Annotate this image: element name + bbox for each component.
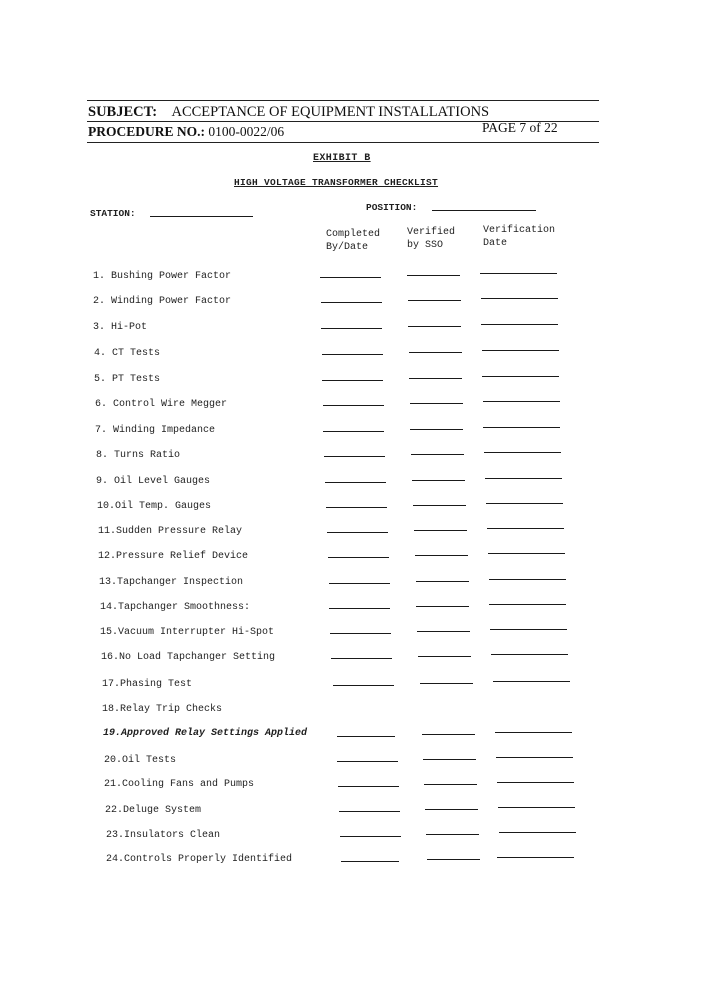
verified-field[interactable] <box>409 378 462 379</box>
verified-field[interactable] <box>414 530 467 531</box>
verification-date-field[interactable] <box>484 452 561 453</box>
checklist-item-13: 13.Tapchanger Inspection <box>99 577 244 588</box>
procedure-label: PROCEDURE NO.: <box>88 124 205 139</box>
verification-date-field[interactable] <box>481 324 558 325</box>
column-header-completed: Completed By/Date <box>326 229 381 253</box>
completed-field[interactable] <box>321 328 382 329</box>
verified-field[interactable] <box>408 300 461 301</box>
completed-field[interactable] <box>337 736 395 737</box>
checklist-item-23: 23.Insulators Clean <box>106 830 221 841</box>
checklist-item-6: 6. Control Wire Megger <box>95 399 228 410</box>
column-header-verification-date: Verification Date <box>483 225 556 249</box>
procedure-line <box>88 124 284 140</box>
procedure-value: 0100-0022/06 <box>208 124 285 139</box>
verification-date-field[interactable] <box>481 298 558 299</box>
verified-field[interactable] <box>416 606 469 607</box>
completed-field[interactable] <box>320 277 381 278</box>
checklist-item-16: 16.No Load Tapchanger Setting <box>101 652 276 663</box>
column-header-verified: Verified by SSO <box>407 227 456 251</box>
verified-field[interactable] <box>423 759 476 760</box>
completed-field[interactable] <box>328 557 389 558</box>
completed-field[interactable] <box>340 836 401 837</box>
checklist-item-18: 18.Relay Trip Checks <box>102 704 223 715</box>
verification-date-field[interactable] <box>482 376 559 377</box>
checklist-item-7: 7. Winding Impedance <box>95 425 216 436</box>
verification-date-field[interactable] <box>489 604 566 605</box>
completed-field[interactable] <box>325 482 386 483</box>
verification-date-field[interactable] <box>495 732 572 733</box>
verified-field[interactable] <box>411 454 464 455</box>
verified-field[interactable] <box>420 683 473 684</box>
verification-date-field[interactable] <box>497 857 574 858</box>
verification-date-field[interactable] <box>493 681 570 682</box>
checklist-item-10: 10.Oil Temp. Gauges <box>97 501 212 512</box>
position-field[interactable] <box>432 210 536 211</box>
header-top-rule <box>87 100 599 101</box>
completed-field[interactable] <box>323 431 384 432</box>
header-bottom-rule <box>87 142 599 143</box>
checklist-item-12: 12.Pressure Relief Device <box>98 551 249 562</box>
verified-field[interactable] <box>415 555 468 556</box>
verified-field[interactable] <box>417 631 470 632</box>
checklist-item-14: 14.Tapchanger Smoothness: <box>100 602 251 613</box>
verified-field[interactable] <box>413 505 466 506</box>
checklist-item-4: 4. CT Tests <box>94 348 161 359</box>
verification-date-field[interactable] <box>488 553 565 554</box>
verification-date-field[interactable] <box>482 350 559 351</box>
completed-field[interactable] <box>324 456 385 457</box>
completed-field[interactable] <box>326 507 387 508</box>
verified-field[interactable] <box>407 275 460 276</box>
page-number: PAGE 7 of 22 <box>482 120 558 135</box>
checklist-item-3: 3. Hi-Pot <box>93 322 148 333</box>
completed-field[interactable] <box>329 608 390 609</box>
checklist-item-20: 20.Oil Tests <box>104 755 177 766</box>
verified-field[interactable] <box>408 326 461 327</box>
verified-field[interactable] <box>424 784 477 785</box>
verification-date-field[interactable] <box>483 401 560 402</box>
verified-field[interactable] <box>410 429 463 430</box>
checklist-item-19: 19.Approved Relay Settings Applied <box>103 728 308 739</box>
completed-field[interactable] <box>331 658 392 659</box>
checklist-item-8: 8. Turns Ratio <box>96 450 181 461</box>
verification-date-field[interactable] <box>497 782 574 783</box>
subject-value: ACCEPTANCE OF EQUIPMENT INSTALLATIONS <box>171 104 490 120</box>
checklist-item-22: 22.Deluge System <box>105 805 202 816</box>
completed-field[interactable] <box>322 354 383 355</box>
completed-field[interactable] <box>323 405 384 406</box>
verified-field[interactable] <box>425 809 478 810</box>
verified-field[interactable] <box>412 480 465 481</box>
checklist-item-2: 2. Winding Power Factor <box>93 296 232 307</box>
verified-field[interactable] <box>427 859 480 860</box>
verification-date-field[interactable] <box>483 427 560 428</box>
verification-date-field[interactable] <box>485 478 562 479</box>
verified-field[interactable] <box>416 581 469 582</box>
verified-field[interactable] <box>426 834 479 835</box>
verification-date-field[interactable] <box>491 654 568 655</box>
verified-field[interactable] <box>410 403 463 404</box>
subject-line <box>88 104 489 121</box>
checklist-item-15: 15.Vacuum Interrupter Hi-Spot <box>100 627 275 638</box>
subject-label: SUBJECT: <box>88 104 158 120</box>
completed-field[interactable] <box>338 786 399 787</box>
verification-date-field[interactable] <box>490 629 567 630</box>
checklist-item-17: 17.Phasing Test <box>102 679 193 690</box>
exhibit-label: EXHIBIT B <box>313 153 371 164</box>
checklist-item-24: 24.Controls Properly Identified <box>106 854 293 865</box>
verified-field[interactable] <box>409 352 462 353</box>
checklist-item-9: 9. Oil Level Gauges <box>96 476 211 487</box>
verification-date-field[interactable] <box>496 757 573 758</box>
position-label: POSITION: <box>366 202 418 213</box>
completed-field[interactable] <box>341 861 399 862</box>
station-field[interactable] <box>150 216 253 217</box>
completed-field[interactable] <box>333 685 394 686</box>
verification-date-field[interactable] <box>498 807 575 808</box>
checklist-item-21: 21.Cooling Fans and Pumps <box>104 779 255 790</box>
verified-field[interactable] <box>422 734 475 735</box>
verification-date-field[interactable] <box>499 832 576 833</box>
completed-field[interactable] <box>339 811 400 812</box>
verification-date-field[interactable] <box>480 273 557 274</box>
checklist-title: HIGH VOLTAGE TRANSFORMER CHECKLIST <box>234 177 439 188</box>
completed-field[interactable] <box>337 761 398 762</box>
completed-field[interactable] <box>322 380 383 381</box>
checklist-item-5: 5. PT Tests <box>94 374 161 385</box>
verified-field[interactable] <box>418 656 471 657</box>
checklist-item-1: 1. Bushing Power Factor <box>93 271 232 282</box>
checklist-item-11: 11.Sudden Pressure Relay <box>98 526 243 537</box>
completed-field[interactable] <box>327 532 388 533</box>
completed-field[interactable] <box>321 302 382 303</box>
verification-date-field[interactable] <box>487 528 564 529</box>
verification-date-field[interactable] <box>486 503 563 504</box>
station-label: STATION: <box>90 208 136 219</box>
completed-field[interactable] <box>329 583 390 584</box>
completed-field[interactable] <box>330 633 391 634</box>
verification-date-field[interactable] <box>489 579 566 580</box>
